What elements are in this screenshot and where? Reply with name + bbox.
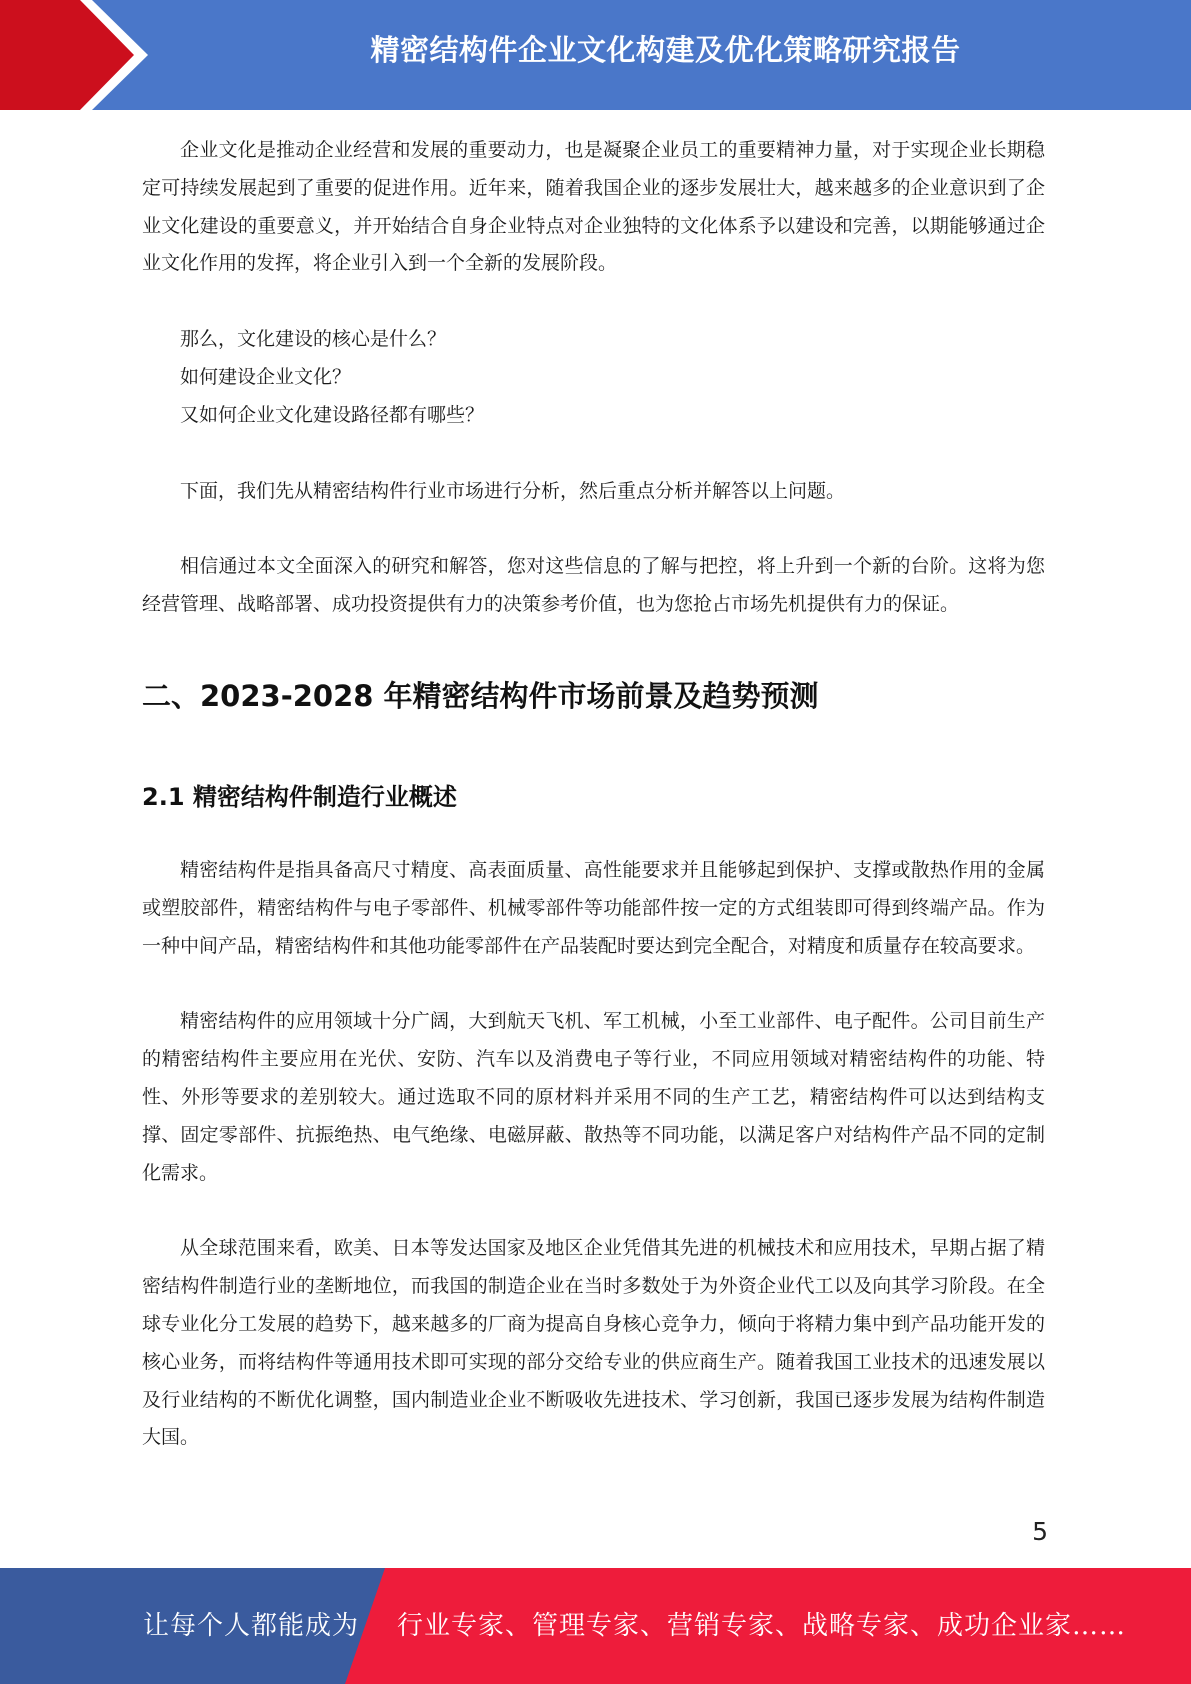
question-item: 如何建设企业文化？: [180, 365, 352, 388]
paragraph: 相信通过本文全面深入的研究和解答，您对这些信息的了解与把控，将上升到一个新的台阶。这将为您经营管理、战略部署、成功投资提供有力的决策参考价值，也为您抢占市场先机提供有力的保证。: [142, 555, 1045, 616]
question-list: [142, 321, 1045, 434]
question-item: 又如何企业文化建设路径都有哪些？: [180, 403, 485, 426]
paragraph: 精密结构件的应用领域十分广阔，大到航天飞机、军工机械，小至工业部件、电子配件。公司目前生产的精密结构件主要应用在光伏、安防、汽车以及消费电子等行业，不同应用领域对精密结构件的功能、特性、外形等要求的差别较大。通过选取不同的原材料并采用不同的生产工艺，精密结构件可以达到结构支撑、固定零部件、抗振绝热、电气绝缘、电磁屏蔽、散热等不同功能，以满足客户对结构件产品不同的定制化需求。: [142, 1010, 1045, 1184]
page-content: [142, 132, 1045, 1457]
subsection-heading: 2.1 精密结构件制造行业概述: [142, 782, 457, 811]
paragraph: 精密结构件是指具备高尺寸精度、高表面质量、高性能要求并且能够起到保护、支撑或散热作用的金属或塑胶部件，精密结构件与电子零部件、机械零部件等功能部件按一定的方式组装即可得到终端产品。作为一种中间产品，精密结构件和其他功能零部件在产品装配时要达到完全配合，对精度和质量存在较高要求。: [142, 858, 1045, 957]
paragraph: 从全球范围来看，欧美、日本等发达国家及地区企业凭借其先进的机械技术和应用技术，早期占据了精密结构件制造行业的垄断地位，而我国的制造企业在当时多数处于为外资企业代工以及向其学习阶段。在全球专业化分工发展的趋势下，越来越多的厂商为提高自身核心竞争力，倾向于将精力集中到产品功能开发的核心业务，而将结构件等通用技术即可实现的部分交给专业的供应商生产。随着我国工业技术的迅速发展以及行业结构的不断优化调整，国内制造业企业不断吸收先进技术、学习创新，我国已逐步发展为结构件制造大国。: [142, 1237, 1045, 1449]
page-footer: [0, 1568, 1191, 1684]
report-title: 精密结构件企业文化构建及优化策略研究报告: [370, 33, 961, 67]
body-paragraph-1: [142, 852, 1045, 965]
question-item: 那么，文化建设的核心是什么？: [180, 328, 447, 351]
page-header: [0, 0, 1191, 110]
paragraph: 企业文化是推动企业经营和发展的重要动力，也是凝聚企业员工的重要精神力量，对于实现企业长期稳定可持续发展起到了重要的促进作用。近年来，随着我国企业的逐步发展壮大，越来越多的企业意识到了企业文化建设的重要意义，并开始结合自身企业特点对企业独特的文化体系予以建设和完善，以期能够通过企业文化作用的发挥，将企业引入到一个全新的发展阶段。: [142, 139, 1045, 275]
footer-slogan-right: 行业专家、管理专家、营销专家、战略专家、成功企业家……: [397, 1611, 1127, 1641]
intro-paragraph-2: [142, 473, 1045, 511]
section-heading: 二、2023-2028 年精密结构件市场前景及趋势预测: [142, 678, 819, 713]
page-number: 5: [1032, 1517, 1048, 1546]
header-arrow-decoration: [0, 0, 150, 110]
footer-slogan-left: 让每个人都能成为: [143, 1611, 360, 1641]
paragraph: 下面，我们先从精密结构件行业市场进行分析，然后重点分析并解答以上问题。: [180, 479, 846, 502]
intro-paragraph-3: [142, 548, 1045, 624]
intro-paragraph-1: [142, 132, 1045, 283]
body-paragraph-3: [142, 1230, 1045, 1457]
body-paragraph-2: [142, 1003, 1045, 1192]
